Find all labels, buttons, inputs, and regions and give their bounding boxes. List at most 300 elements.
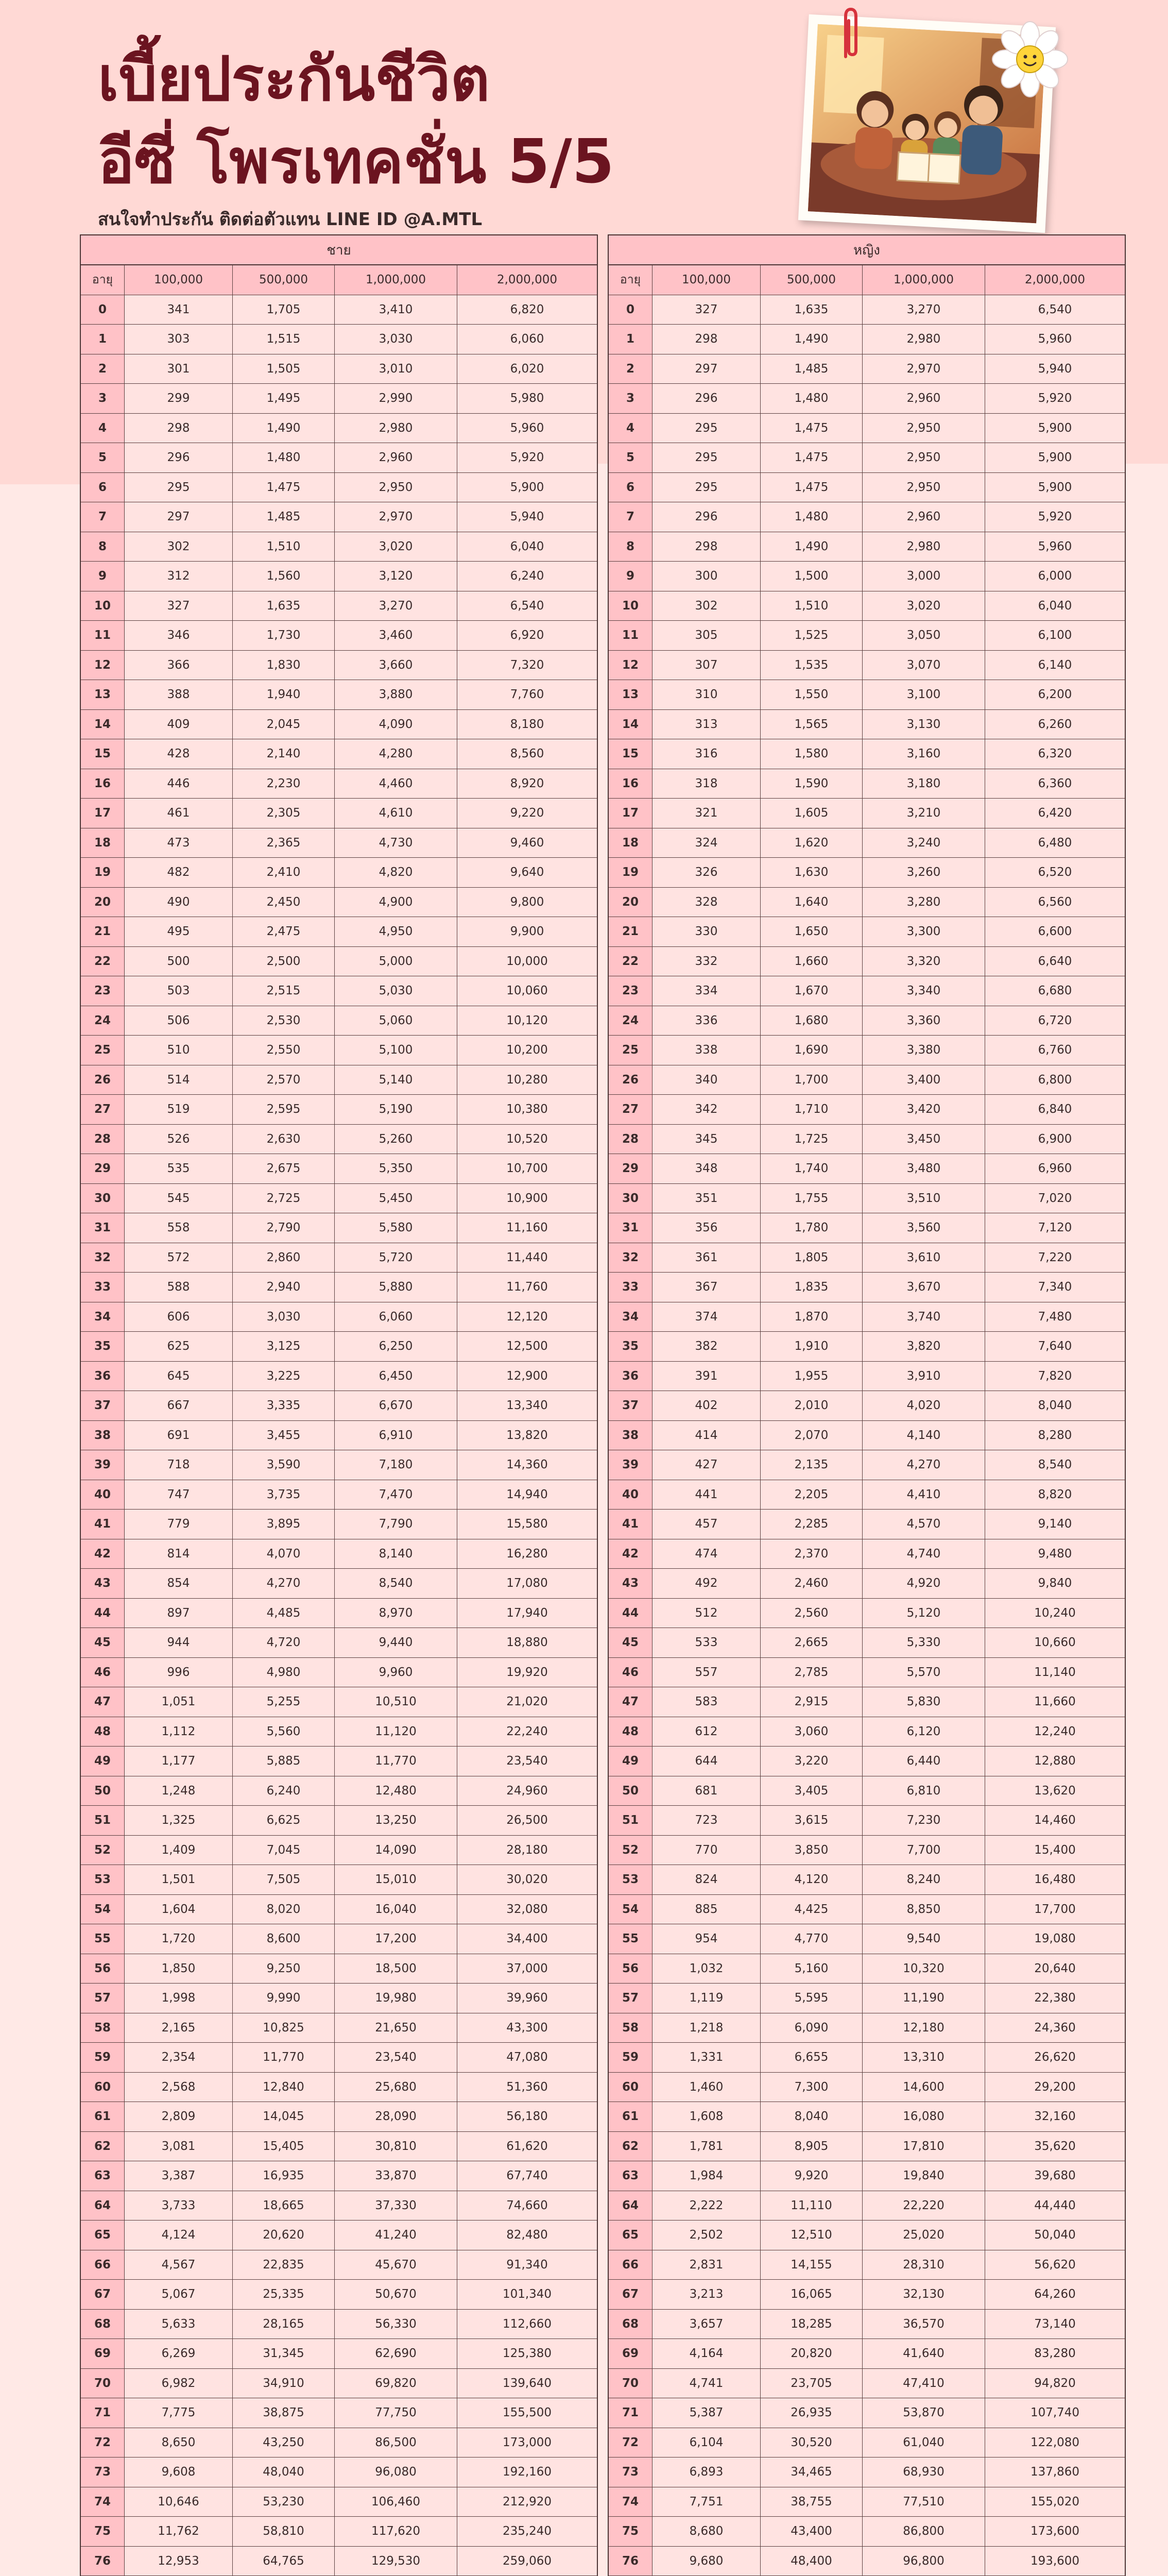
premium-cell: 77,510 [863,2487,985,2517]
premium-cell: 5,000 [335,947,457,977]
age-cell: 2 [609,354,652,384]
age-cell: 73 [609,2458,652,2487]
premium-cell: 2,970 [863,354,985,384]
premium-cell: 18,500 [335,1954,457,1984]
premium-cell: 3,210 [863,799,985,828]
premium-cell: 348 [652,1154,761,1184]
premium-cell: 3,130 [863,710,985,740]
premium-cell: 402 [652,1391,761,1421]
age-cell: 73 [81,2458,125,2487]
premium-cell: 3,020 [335,532,457,562]
premium-cell: 6,920 [457,621,597,651]
premium-cell: 23,540 [457,1747,597,1776]
premium-cell: 2,410 [233,858,335,888]
premium-cell: 6,910 [335,1421,457,1451]
premium-cell: 6,625 [233,1806,335,1836]
age-cell: 43 [609,1569,652,1599]
premium-cell: 9,460 [457,828,597,858]
premium-cell: 332 [652,947,761,977]
premium-cell: 129,530 [335,2547,457,2576]
age-cell: 38 [609,1421,652,1451]
premium-cell: 44,440 [985,2191,1125,2221]
premium-cell: 13,310 [863,2043,985,2073]
premium-cell: 681 [652,1776,761,1806]
premium-cell: 50,670 [335,2280,457,2310]
premium-cell: 1,325 [125,1806,233,1836]
age-cell: 21 [81,917,125,947]
premium-cell: 23,540 [335,2043,457,2073]
premium-cell: 32,160 [985,2102,1125,2132]
premium-cell: 6,040 [457,532,597,562]
premium-cell: 3,010 [335,354,457,384]
premium-cell: 3,020 [863,591,985,621]
premium-cell: 10,520 [457,1125,597,1155]
page-title-line2: อีซี่ โพรเทคชั่น 5/5 [98,126,614,197]
age-cell: 36 [609,1362,652,1392]
premium-cell: 6,480 [985,828,1125,858]
premium-cell: 6,250 [335,1332,457,1362]
premium-cell: 68,930 [863,2458,985,2487]
premium-cell: 3,735 [233,1480,335,1510]
premium-cell: 3,300 [863,917,985,947]
premium-cell: 298 [125,414,233,444]
premium-cell: 16,935 [233,2161,335,2191]
premium-cell: 296 [125,443,233,473]
premium-cell: 9,640 [457,858,597,888]
premium-cell: 4,980 [233,1658,335,1688]
premium-cell: 2,831 [652,2250,761,2280]
premium-cell: 4,920 [863,1569,985,1599]
premium-cell: 7,230 [863,1806,985,1836]
premium-cell: 295 [125,473,233,503]
age-cell: 0 [81,295,125,325]
premium-cell: 9,800 [457,888,597,918]
premium-cell: 6,100 [985,621,1125,651]
age-cell: 71 [609,2398,652,2428]
age-cell: 12 [81,651,125,681]
age-cell: 69 [609,2339,652,2369]
premium-cell: 32,080 [457,1895,597,1925]
premium-cell: 718 [125,1450,233,1480]
premium-cell: 2,675 [233,1154,335,1184]
premium-cell: 6,982 [125,2369,233,2399]
premium-cell: 558 [125,1213,233,1243]
premium-cell: 2,370 [761,1539,863,1569]
premium-cell: 29,200 [985,2073,1125,2103]
age-cell: 60 [609,2073,652,2103]
age-cell: 11 [81,621,125,651]
premium-cell: 299 [125,384,233,414]
premium-cell: 1,510 [761,591,863,621]
premium-cell: 3,320 [863,947,985,977]
age-cell: 57 [81,1984,125,2013]
premium-cell: 6,680 [985,976,1125,1006]
premium-cell: 2,980 [335,414,457,444]
premium-cell: 298 [652,532,761,562]
age-cell: 17 [609,799,652,828]
premium-cell: 82,480 [457,2221,597,2250]
premium-cell: 25,020 [863,2221,985,2250]
premium-cell: 7,751 [652,2487,761,2517]
premium-cell: 4,124 [125,2221,233,2250]
premium-cell: 9,540 [863,1924,985,1954]
premium-cell: 5,255 [233,1687,335,1717]
premium-cell: 3,270 [335,591,457,621]
premium-cell: 3,180 [863,769,985,799]
premium-cell: 6,440 [863,1747,985,1776]
premium-cell: 885 [652,1895,761,1925]
age-cell: 19 [609,858,652,888]
premium-cell: 1,755 [761,1184,863,1214]
column-header-sum-100k-header: 100,000 [652,265,761,295]
premium-cell: 5,960 [985,325,1125,354]
premium-cell: 3,660 [335,651,457,681]
premium-cell: 33,870 [335,2161,457,2191]
premium-cell: 5,900 [457,473,597,503]
premium-cell: 6,040 [985,591,1125,621]
premium-cell: 321 [652,799,761,828]
premium-cell: 8,180 [457,710,597,740]
premium-cell: 4,270 [863,1450,985,1480]
premium-cell: 5,920 [985,502,1125,532]
premium-cell: 37,330 [335,2191,457,2221]
female-table-grid [609,265,1125,2576]
premium-cell: 7,700 [863,1836,985,1866]
premium-cell: 414 [652,1421,761,1451]
age-cell: 34 [81,1302,125,1332]
age-cell: 19 [81,858,125,888]
premium-cell: 6,090 [761,2013,863,2043]
premium-cell: 2,595 [233,1095,335,1125]
premium-cell: 106,460 [335,2487,457,2517]
premium-cell: 3,460 [335,621,457,651]
age-cell: 45 [609,1628,652,1658]
age-cell: 20 [81,888,125,918]
premium-cell: 173,600 [985,2517,1125,2547]
premium-cell: 2,230 [233,769,335,799]
premium-cell: 2,950 [863,443,985,473]
age-cell: 66 [609,2250,652,2280]
age-cell: 32 [609,1243,652,1273]
premium-cell: 2,515 [233,976,335,1006]
premium-cell: 1,635 [233,591,335,621]
premium-cell: 14,600 [863,2073,985,2103]
premium-cell: 644 [652,1747,761,1776]
age-cell: 33 [81,1273,125,1302]
premium-cell: 6,670 [335,1391,457,1421]
premium-cell: 691 [125,1421,233,1451]
premium-cell: 21,650 [335,2013,457,2043]
premium-cell: 18,880 [457,1628,597,1658]
premium-cell: 3,670 [863,1273,985,1302]
age-cell: 5 [609,443,652,473]
age-cell: 70 [81,2369,125,2399]
premium-cell: 41,240 [335,2221,457,2250]
age-cell: 75 [81,2517,125,2547]
premium-cell: 4,770 [761,1924,863,1954]
age-cell: 8 [609,532,652,562]
premium-cell: 6,450 [335,1362,457,1392]
age-cell: 35 [609,1332,652,1362]
premium-cell: 17,080 [457,1569,597,1599]
premium-cell: 4,741 [652,2369,761,2399]
premium-cell: 7,470 [335,1480,457,1510]
premium-cell: 3,030 [233,1302,335,1332]
premium-cell: 5,885 [233,1747,335,1776]
premium-cell: 2,860 [233,1243,335,1273]
premium-cell: 96,800 [863,2547,985,2576]
premium-cell: 10,320 [863,1954,985,1984]
age-cell: 59 [81,2043,125,2073]
age-cell: 46 [609,1658,652,1688]
age-cell: 4 [609,414,652,444]
premium-cell: 1,112 [125,1717,233,1747]
premium-cell: 367 [652,1273,761,1302]
premium-cell: 56,620 [985,2250,1125,2280]
age-cell: 50 [609,1776,652,1806]
premium-cell: 24,960 [457,1776,597,1806]
premium-cell: 5,830 [863,1687,985,1717]
premium-cell: 6,810 [863,1776,985,1806]
premium-cell: 10,280 [457,1065,597,1095]
premium-cell: 39,680 [985,2161,1125,2191]
premium-cell: 7,790 [335,1510,457,1539]
age-cell: 1 [81,325,125,354]
premium-cell: 2,502 [652,2221,761,2250]
age-cell: 58 [81,2013,125,2043]
premium-cell: 155,020 [985,2487,1125,2517]
premium-cell: 3,225 [233,1362,335,1392]
age-cell: 70 [609,2369,652,2399]
premium-cell: 3,590 [233,1450,335,1480]
age-cell: 50 [81,1776,125,1806]
premium-cell: 12,840 [233,2073,335,2103]
premium-cell: 2,045 [233,710,335,740]
premium-cell: 47,080 [457,2043,597,2073]
premium-cell: 3,050 [863,621,985,651]
premium-cell: 2,725 [233,1184,335,1214]
premium-cell: 1,940 [233,680,335,710]
premium-cell: 4,410 [863,1480,985,1510]
age-cell: 76 [81,2547,125,2576]
premium-cell: 3,070 [863,651,985,681]
age-cell: 47 [81,1687,125,1717]
age-cell: 15 [609,739,652,769]
premium-cell: 173,000 [457,2428,597,2458]
premium-cell: 6,720 [985,1006,1125,1036]
premium-cell: 77,750 [335,2398,457,2428]
premium-cell: 4,570 [863,1510,985,1539]
column-header-sum-1m-header: 1,000,000 [863,265,985,295]
premium-cell: 5,880 [335,1273,457,1302]
premium-cell: 3,455 [233,1421,335,1451]
premium-cell: 30,810 [335,2132,457,2162]
premium-cell: 1,780 [761,1213,863,1243]
premium-cell: 3,850 [761,1836,863,1866]
premium-cell: 3,340 [863,976,985,1006]
premium-cell: 14,460 [985,1806,1125,1836]
premium-cell: 125,380 [457,2339,597,2369]
premium-cell: 14,045 [233,2102,335,2132]
column-header-sum-2m-header: 2,000,000 [457,265,597,295]
premium-cell: 310 [652,680,761,710]
premium-cell: 338 [652,1036,761,1065]
premium-cell: 302 [652,591,761,621]
premium-cell: 583 [652,1687,761,1717]
premium-cell: 6,893 [652,2458,761,2487]
premium-cell: 4,120 [761,1865,863,1895]
premium-cell: 10,060 [457,976,597,1006]
age-cell: 21 [609,917,652,947]
premium-cell: 9,990 [233,1984,335,2013]
premium-cell: 7,340 [985,1273,1125,1302]
premium-cell: 12,510 [761,2221,863,2250]
premium-cell: 20,640 [985,1954,1125,1984]
age-cell: 55 [81,1924,125,1954]
premium-cell: 67,740 [457,2161,597,2191]
premium-cell: 86,500 [335,2428,457,2458]
premium-cell: 25,335 [233,2280,335,2310]
premium-cell: 48,400 [761,2547,863,2576]
premium-cell: 5,570 [863,1658,985,1688]
age-cell: 28 [81,1125,125,1155]
premium-cell: 2,165 [125,2013,233,2043]
premium-cell: 47,410 [863,2369,985,2399]
age-cell: 1 [609,325,652,354]
premium-cell: 1,177 [125,1747,233,1776]
premium-cell: 6,600 [985,917,1125,947]
age-cell: 7 [609,502,652,532]
age-cell: 24 [609,1006,652,1036]
premium-cell: 1,331 [652,2043,761,2073]
premium-cell: 297 [125,502,233,532]
premium-cell: 12,953 [125,2547,233,2576]
age-cell: 39 [81,1450,125,1480]
premium-cell: 13,820 [457,1421,597,1451]
age-cell: 26 [609,1065,652,1095]
premium-cell: 8,040 [985,1391,1125,1421]
premium-cell: 2,550 [233,1036,335,1065]
premium-cell: 1,501 [125,1865,233,1895]
age-cell: 27 [609,1095,652,1125]
age-cell: 12 [609,651,652,681]
premium-cell: 32,130 [863,2280,985,2310]
premium-cell: 2,915 [761,1687,863,1717]
premium-cell: 14,360 [457,1450,597,1480]
premium-cell: 15,405 [233,2132,335,2162]
age-cell: 53 [81,1865,125,1895]
age-cell: 52 [81,1836,125,1866]
age-cell: 43 [81,1569,125,1599]
age-cell: 44 [81,1599,125,1629]
age-cell: 55 [609,1924,652,1954]
premium-cell: 1,635 [761,295,863,325]
column-header-sum-500k-header: 500,000 [233,265,335,295]
premium-cell: 16,480 [985,1865,1125,1895]
premium-cell: 6,420 [985,799,1125,828]
age-cell: 56 [609,1954,652,1984]
premium-cell: 3,405 [761,1776,863,1806]
premium-cell: 3,480 [863,1154,985,1184]
premium-cell: 8,540 [335,1569,457,1599]
age-cell: 22 [609,947,652,977]
premium-cell: 4,280 [335,739,457,769]
premium-cell: 8,020 [233,1895,335,1925]
premium-cell: 69,820 [335,2369,457,2399]
premium-cell: 8,140 [335,1539,457,1569]
premium-cell: 2,070 [761,1421,863,1451]
premium-cell: 1,720 [125,1924,233,1954]
premium-cell: 94,820 [985,2369,1125,2399]
premium-cell: 6,560 [985,888,1125,918]
premium-cell: 8,820 [985,1480,1125,1510]
premium-cell: 473 [125,828,233,858]
premium-cell: 296 [652,384,761,414]
premium-cell: 61,620 [457,2132,597,2162]
premium-cell: 36,570 [863,2310,985,2340]
premium-cell: 506 [125,1006,233,1036]
premium-cell: 6,269 [125,2339,233,2369]
age-cell: 40 [81,1480,125,1510]
premium-cell: 3,387 [125,2161,233,2191]
premium-cell: 25,680 [335,2073,457,2103]
premium-cell: 427 [652,1450,761,1480]
premium-cell: 2,809 [125,2102,233,2132]
premium-cell: 12,500 [457,1332,597,1362]
premium-cell: 61,040 [863,2428,985,2458]
premium-cell: 3,000 [863,562,985,591]
premium-cell: 10,646 [125,2487,233,2517]
premium-cell: 9,480 [985,1539,1125,1569]
age-cell: 52 [609,1836,652,1866]
age-cell: 15 [81,739,125,769]
premium-cell: 11,190 [863,1984,985,2013]
age-cell: 58 [609,2013,652,2043]
premium-cell: 295 [652,473,761,503]
premium-cell: 2,530 [233,1006,335,1036]
premium-cell: 1,460 [652,2073,761,2103]
premium-cell: 4,610 [335,799,457,828]
age-cell: 63 [609,2161,652,2191]
premium-cell: 8,920 [457,769,597,799]
premium-cell: 305 [652,621,761,651]
premium-cell: 6,655 [761,2043,863,2073]
premium-cell: 64,765 [233,2547,335,2576]
premium-cell: 1,998 [125,1984,233,2013]
premium-cell: 996 [125,1658,233,1688]
premium-cell: 28,090 [335,2102,457,2132]
premium-cell: 5,920 [457,443,597,473]
premium-cell: 1,700 [761,1065,863,1095]
premium-cell: 4,900 [335,888,457,918]
premium-cell: 1,495 [233,384,335,414]
premium-cell: 6,240 [457,562,597,591]
premium-cell: 7,505 [233,1865,335,1895]
premium-cell: 259,060 [457,2547,597,2576]
premium-cell: 1,730 [233,621,335,651]
age-cell: 67 [609,2280,652,2310]
premium-cell: 48,040 [233,2458,335,2487]
age-cell: 36 [81,1362,125,1392]
premium-cell: 9,608 [125,2458,233,2487]
premium-cell: 326 [652,858,761,888]
premium-cell: 26,620 [985,2043,1125,2073]
premium-cell: 155,500 [457,2398,597,2428]
premium-cell: 3,615 [761,1806,863,1836]
age-cell: 62 [81,2132,125,2162]
premium-cell: 30,020 [457,1865,597,1895]
premium-cell: 96,080 [335,2458,457,2487]
